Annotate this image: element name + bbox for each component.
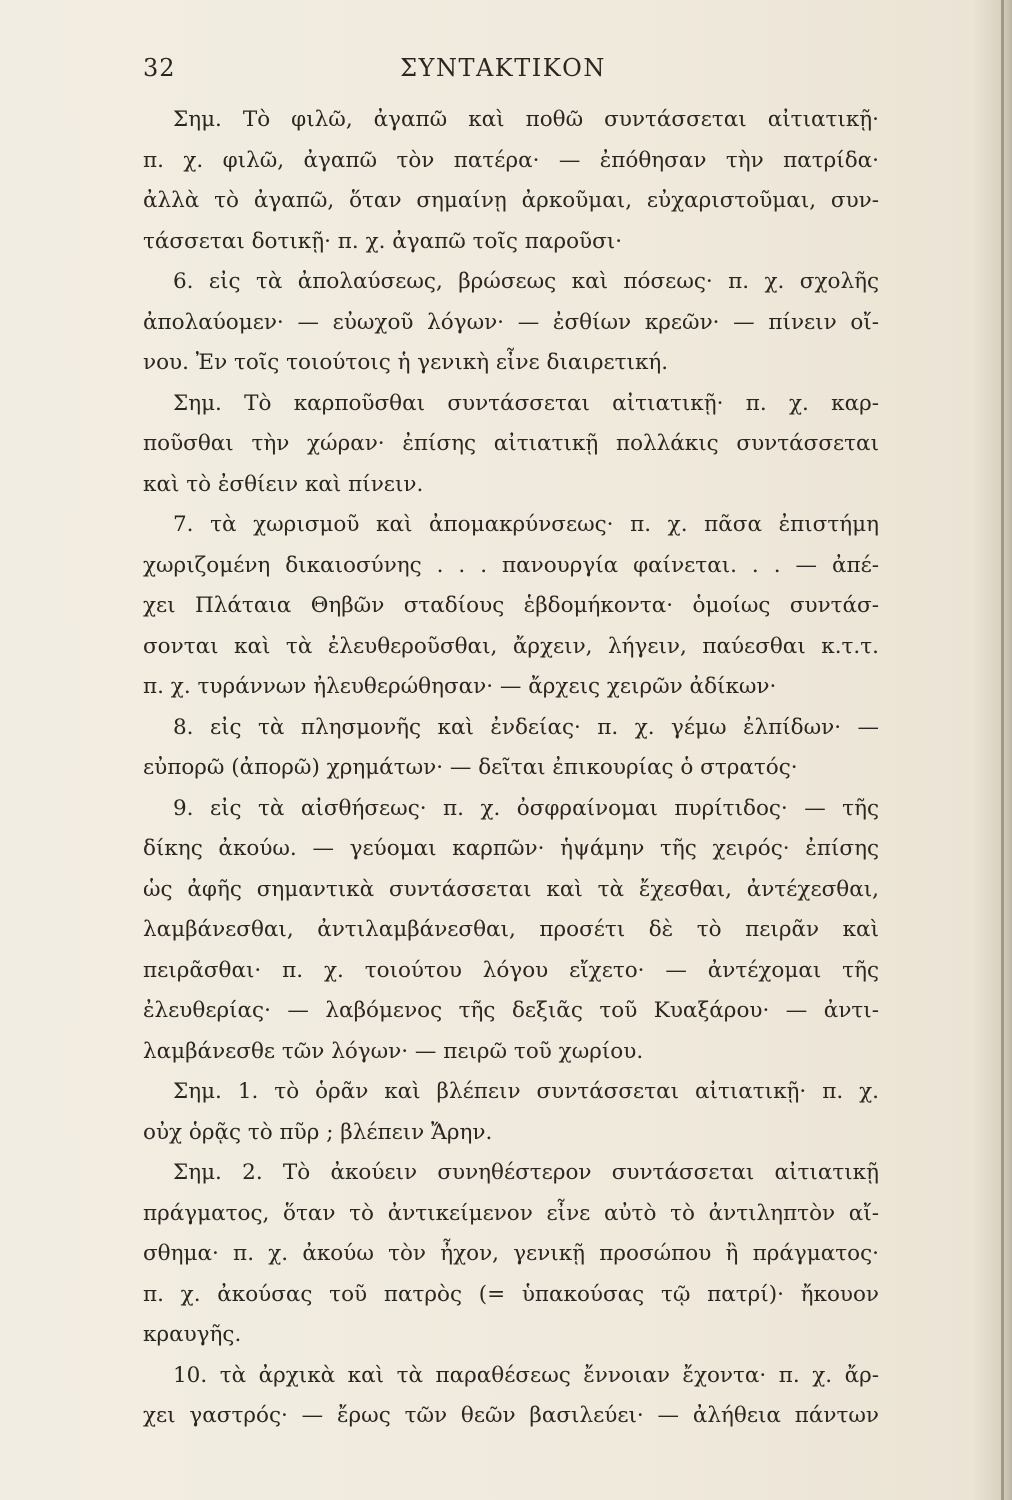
text-line: χει Πλάταια Θηβῶν σταδίους ἑβδομήκοντα· ὁμοίως συντάσ- (143, 593, 879, 618)
text-line: οὐχ ὁρᾷς τὸ πῦρ ; βλέπειν Ἄρην. (143, 1119, 493, 1145)
text-line: εὐπορῶ (ἀπορῶ) χρημάτων· — δεῖται ἐπικουρίας ὁ στρατός· (143, 755, 798, 780)
text-line: ποῦσθαι τὴν χώραν· ἐπίσης αἰτιατικῇ πολλάκις συντάσσεται (143, 431, 879, 456)
text-line: π. χ. φιλῶ, ἀγαπῶ τὸν πατέρα· — ἐπόθησαν τὴν πατρίδα· (143, 147, 879, 173)
text-line: κραυγῆς. (143, 1322, 242, 1347)
text-line: 9. εἰς τὰ αἰσθήσεως· π. χ. ὀσφραίνομαι πυρίτιδος· — τῆς (173, 795, 879, 821)
text-line: δίκης ἀκούω. — γεύομαι καρπῶν· ἡψάμην τῆς χειρός· ἐπίσης (143, 836, 879, 861)
text-line: 10. τὰ ἀρχικὰ καὶ τὰ παραθέσεως ἔννοιαν ἔχοντα· π. χ. ἄρ- (173, 1362, 879, 1388)
text-line: Σημ. Τὸ καρποῦσθαι συντάσσεται αἰτιατικῇ· π. χ. καρ- (173, 390, 879, 416)
text-line: ἀλλὰ τὸ ἀγαπῶ, ὅταν σημαίνῃ ἀρκοῦμαι, εὐχαριστοῦμαι, συν- (143, 188, 879, 213)
text-line: χει γαστρός· — ἔρως τῶν θεῶν βασιλεύει· — ἀλήθεια πάντων (143, 1403, 879, 1428)
text-line: σονται καὶ τὰ ἐλευθεροῦσθαι, ἄρχειν, λήγειν, παύεσθαι κ.τ.τ. (143, 633, 879, 659)
text-line: λαμβάνεσθε τῶν λόγων· — πειρῶ τοῦ χωρίου. (143, 1038, 644, 1064)
text-line: καὶ τὸ ἐσθίειν καὶ πίνειν. (143, 471, 424, 497)
text-line: πειρᾶσθαι· π. χ. τοιούτου λόγου εἴχετο· — ἀντέχομαι τῆς (143, 957, 879, 983)
text-line: χωριζομένη δικαιοσύνης . . . πανουργία φαίνεται. . . — ἀπέ- (143, 552, 879, 578)
page-number: 32 (143, 54, 176, 82)
text-line: π. χ. ἀκούσας τοῦ πατρὸς (= ὑπακούσας τῷ πατρί)· ἤκουον (143, 1281, 879, 1307)
text-line: ὡς ἀφῆς σημαντικὰ συντάσσεται καὶ τὰ ἔχεσθαι, ἀντέχεσθαι, (143, 876, 879, 902)
text-line: σθημα· π. χ. ἀκούω τὸν ἦχον, γενικῇ προσώπου ἢ πράγματος· (143, 1241, 879, 1266)
text-line: ἐλευθερίας· — λαβόμενος τῆς δεξιᾶς τοῦ Κυαξάρου· — ἀντι- (143, 998, 879, 1023)
text-line: 7. τὰ χωρισμοῦ καὶ ἀπομακρύνσεως· π. χ. πᾶσα ἐπιστήμη (173, 512, 879, 537)
text-line: π. χ. τυράννων ἠλευθερώθησαν· — ἄρχεις χειρῶν ἀδίκων· (143, 674, 777, 699)
running-title: ΣΥΝΤΑΚΤΙΚΟΝ (400, 54, 606, 82)
text-line: Σημ. Τὸ φιλῶ, ἀγαπῶ καὶ ποθῶ συντάσσεται αἰτιατικῇ· (173, 107, 879, 132)
page-header (143, 48, 863, 88)
text-line: νου. Ἐν τοῖς τοιούτοις ἡ γενικὴ εἶνε διαιρετική. (143, 350, 669, 375)
text-line: Σημ. 2. Τὸ ἀκούειν συνηθέστερον συντάσσεται αἰτιατικῇ (173, 1160, 879, 1185)
text-line: πράγματος, ὅταν τὸ ἀντικείμενον εἶνε αὐτὸ τὸ ἀντιληπτὸν αἴ- (143, 1200, 879, 1226)
text-line: τάσσεται δοτικῇ· π. χ. ἀγαπῶ τοῖς παροῦσι· (143, 228, 623, 254)
text-line: Σημ. 1. τὸ ὁρᾶν καὶ βλέπειν συντάσσεται αἰτιατικῇ· π. χ. (173, 1079, 879, 1104)
text-line: λαμβάνεσθαι, ἀντιλαμβάνεσθαι, προσέτι δὲ τὸ πειρᾶν καὶ (143, 917, 879, 942)
text-line: 8. εἰς τὰ πλησμονῆς καὶ ἐνδείας· π. χ. γέμω ἐλπίδων· — (173, 714, 879, 740)
text-line: 6. εἰς τὰ ἀπολαύσεως, βρώσεως καὶ πόσεως· π. χ. σχολῆς (173, 269, 879, 294)
text-body (143, 100, 879, 1437)
page-edge (1001, 0, 1004, 1500)
text-line: ἀπολαύομεν· — εὐωχοῦ λόγων· — ἐσθίων κρεῶν· — πίνειν οἴ- (143, 309, 879, 335)
